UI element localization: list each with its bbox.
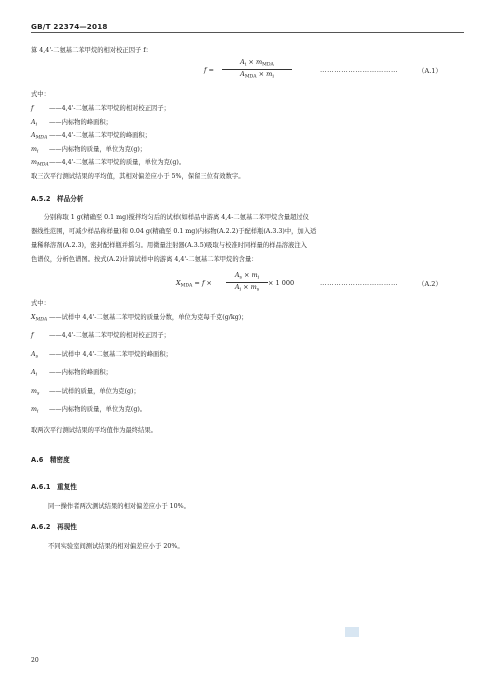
intro-text: 算 4,4'-二氨基二苯甲烷的相对校正因子 f： [31,47,152,54]
variable-definition-row [31,117,112,128]
a52-para-line-3: 量稀释溶剂(A.2.3)，密封配样瓶并摇匀。用微量注射器(A.3.5)吸取与校准时同样量的样品溶液注入 [31,242,307,249]
variable-description: ——内标物的峰面积； [49,369,112,377]
a61-text: 同一操作者两次测试结果的相对偏差应小于 10%。 [48,503,190,510]
variable-definition-row [31,312,248,323]
eq2-tail: × 1 000 [268,279,295,287]
eq2-fraction-bar [226,282,268,283]
variable-definition-row [31,157,185,168]
section-a6-heading: A.6 精密度 [31,456,70,464]
where-label-a1: 式中： [31,91,50,98]
a52-para-line-4: 色谱仪，分析色谱图。按式(A.2)计算试样中的游离 4,4'-二氨基二苯甲烷的含量： [31,256,258,263]
eq1-fraction [222,58,292,80]
variable-definition-row [31,130,151,141]
a62-text: 不同实验室间测试结果的相对偏差应小于 20%。 [48,543,184,550]
section-a52-heading: A.5.2 样品分析 [31,195,84,203]
eq2-denominator: $A_i \times m_s$ [234,283,260,293]
variable-symbol: $A_{MDA}$ [31,132,48,141]
variable-symbol: $m_{MDA}$ [31,159,49,168]
variable-definition-row [31,330,170,341]
eq1-tag: （A.1） [418,67,442,75]
variable-definition-row [31,386,140,397]
variable-description: ——4,4'-二氨基二苯甲烷的相对校正因子； [49,105,170,112]
header-rule [31,32,464,33]
variable-symbol: $A_s$ [31,350,38,360]
a52-note: 取两次平行测试结果的平均值作为最终结果。 [31,427,157,434]
variable-description: ——内标物的质量，单位为克(g)。 [49,406,147,413]
variable-symbol: $A_i$ [31,118,38,128]
section-a61-heading: A.6.1 重复性 [31,483,77,491]
variable-definition-row [31,144,146,155]
eq2-leader-dots: …………………………… [320,279,399,287]
standard-number: GB/T 22374—2018 [31,22,108,31]
variable-definition-row [31,367,112,378]
variable-symbol: $m_s$ [31,387,40,397]
eq1-leader-dots: …………………………… [320,66,399,74]
eq2-numerator: $A_s \times m_i$ [234,271,260,281]
eq2-lhs: $X_{MDA} = f$ × [176,279,212,289]
blue-stamp-mark [345,627,359,637]
variable-symbol: $A_i$ [31,369,38,378]
variable-symbol: f [31,105,34,112]
variable-description: ——内标物的质量，单位为克(g)； [49,145,147,153]
variable-symbol: $m_i$ [31,406,39,415]
page-number: 20 [31,657,39,664]
variable-description: ——试样的质量，单位为克(g)； [49,387,140,395]
variable-symbol: f [31,332,34,340]
a52-para-line-1: 分别称取 1 g(精确至 0.1 mg)搅拌均匀后的试样(如样品中游离 4,4-二氨基二苯甲烷含量超过仪 [31,214,309,221]
section-a62-heading: A.6.2 再现性 [31,523,77,531]
variable-symbol: $m_i$ [31,145,39,155]
variable-definition-row [31,404,146,415]
eq1-numerator: $A_i \times m_{MDA}$ [240,58,274,68]
where-label-a2: 式中： [31,300,50,307]
a51-note: 取三次平行测试结果的平均值，其相对偏差应小于 5%，保留三位有效数字。 [31,173,245,180]
variable-definition-row [31,349,172,360]
eq1-denominator: $A_{MDA} \times m_i$ [240,70,274,80]
eq2-tag: （A.2） [418,280,442,288]
variable-description: ——试样中 4,4'-二氨基二苯甲烷的峰面积； [49,350,172,358]
variable-description: ——试样中 4,4'-二氨基二苯甲烷的质量分数，单位为克每千克(g/kg)； [49,314,248,321]
eq2-fraction [226,271,268,293]
variable-symbol: $X_{MDA}$ [31,314,48,323]
variable-definition-row [31,103,170,114]
eq1-lhs: f = [204,66,214,74]
variable-description: ——4,4'-二氨基二苯甲烷的峰面积； [49,132,152,140]
variable-description: ——4,4'-二氨基二苯甲烷的质量，单位为克(g)。 [49,159,186,167]
variable-description: ——内标物的峰面积； [49,118,112,126]
a52-para-line-2: 器线性范围，可减少样品称样量)和 0.04 g(精确至 0.1 mg)内标物(A.2.2)于配样瓶(A.3.3)中，加入适 [31,228,317,235]
variable-description: ——4,4'-二氨基二苯甲烷的相对校正因子； [49,332,170,340]
eq1-fraction-bar [222,69,292,70]
